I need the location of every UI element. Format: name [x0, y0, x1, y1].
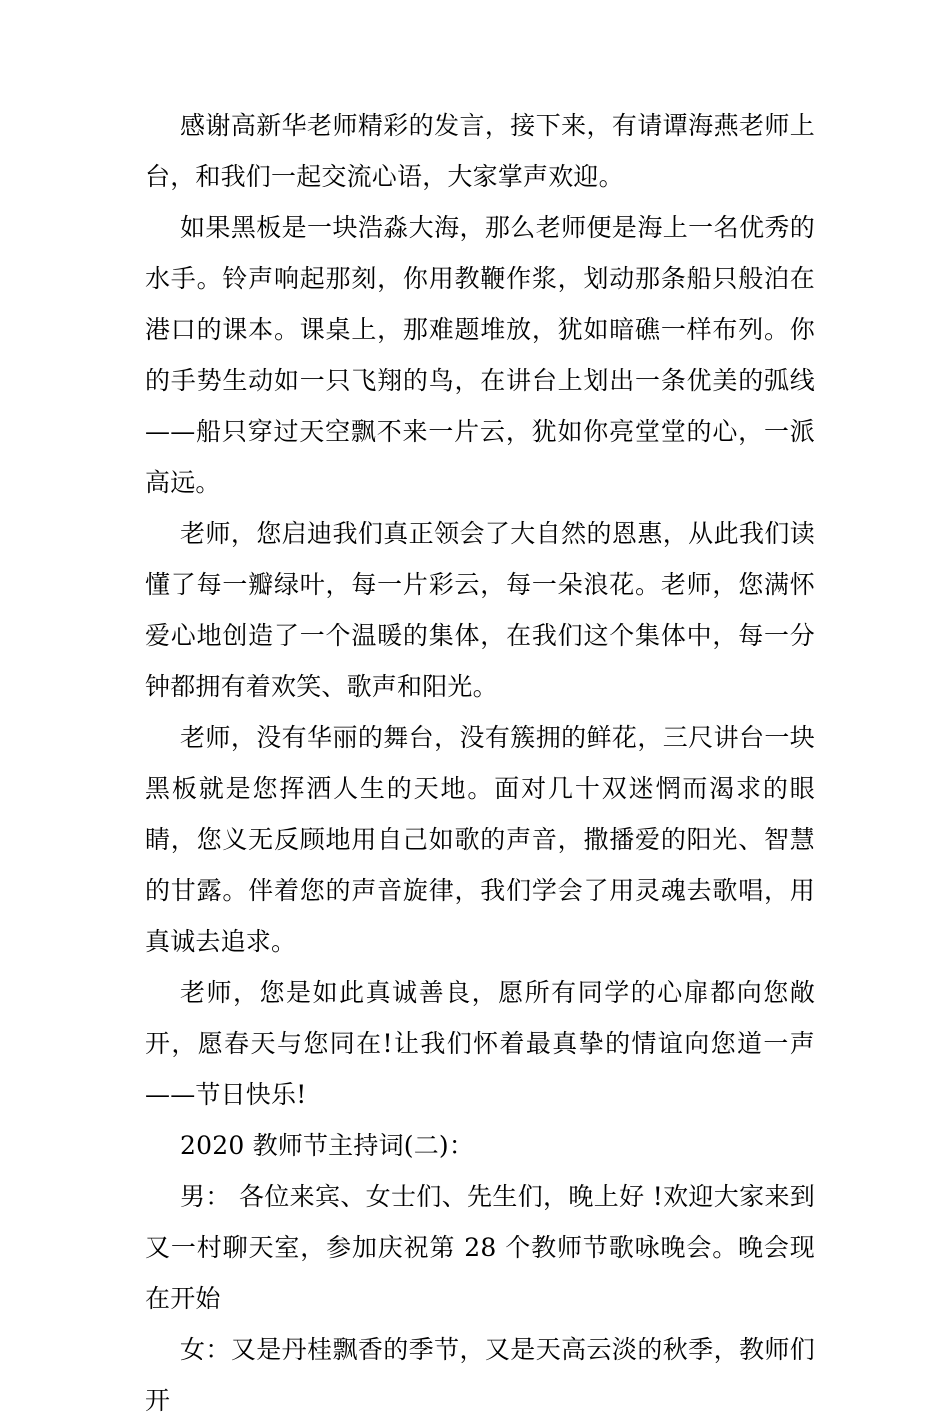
document-body [145, 100, 815, 1426]
paragraph-male-host: 男： 各位来宾、女士们、先生们，晚上好 !欢迎大家来到又一村聊天室，参加庆祝第 28 个教师节歌咏晚会。晚会现在开始 [145, 1182, 815, 1313]
paragraph-nature: 老师，您启迪我们真正领会了大自然的恩惠，从此我们读懂了每一瓣绿叶，每一片彩云，每一朵浪花。老师，您满怀爱心地创造了一个温暖的集体，在我们这个集体中，每一分钟都拥有着欢笑、歌声和阳光。 [145, 519, 815, 701]
paragraph-intro: 感谢高新华老师精彩的发言，接下来，有请谭海燕老师上台，和我们一起交流心语，大家掌声欢迎。 [145, 111, 815, 191]
section-heading: 2020 教师节主持词(二)： [180, 1131, 475, 1160]
paragraph-podium: 老师，没有华丽的舞台，没有簇拥的鲜花，三尺讲台一块黑板就是您挥洒人生的天地。面对几十双迷惘而渴求的眼睛，您义无反顾地用自己如歌的声音，撒播爱的阳光、智慧的甘露。伴着您的声音旋律，我们学会了用灵魂去歌唱，用真诚去追求。 [145, 723, 815, 956]
paragraph-female-host: 女：又是丹桂飘香的季节，又是天高云淡的秋季，教师们开 [145, 1335, 815, 1415]
paragraph-greeting: 老师，您是如此真诚善良，愿所有同学的心扉都向您敞开，愿春天与您同在!让我们怀着最真挚的情谊向您道一声 ——节日快乐! [145, 978, 815, 1109]
paragraph-blackboard: 如果黑板是一块浩淼大海，那么老师便是海上一名优秀的水手。铃声响起那刻，你用教鞭作浆，划动那条船只般泊在港口的课本。课桌上，那难题堆放，犹如暗礁一样布列。你的手势生动如一只飞翔的鸟，在讲台上划出一条优美的弧线——船只穿过天空飘不来一片云，犹如你亮堂堂的心，一派高远。 [145, 213, 815, 497]
